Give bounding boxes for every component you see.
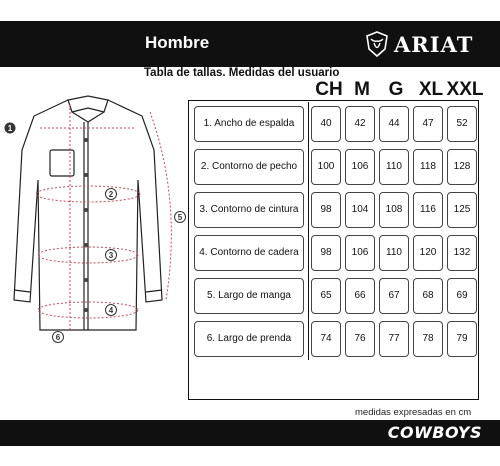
measurement-label: 1. Ancho de espalda xyxy=(194,106,304,142)
size-header: CH xyxy=(315,79,343,100)
size-header: XXL xyxy=(446,79,484,100)
size-table xyxy=(190,102,479,360)
size-value: 110 xyxy=(379,149,409,185)
marker-label: 6 xyxy=(55,333,61,342)
size-value: 110 xyxy=(379,235,409,271)
measurement-label: 6. Largo de prenda xyxy=(194,321,304,357)
size-value: 128 xyxy=(447,149,477,185)
size-value: 120 xyxy=(413,235,443,271)
measurement-label: 3. Contorno de cintura xyxy=(194,192,304,228)
size-value: 67 xyxy=(379,278,409,314)
footer-logo: COWBOYS xyxy=(387,423,482,442)
table-row xyxy=(190,274,479,317)
gender-title: Hombre xyxy=(145,33,210,52)
footer-bar xyxy=(0,420,500,446)
size-value: 52 xyxy=(447,106,477,142)
size-header: G xyxy=(388,79,404,100)
size-value: 106 xyxy=(345,149,375,185)
marker-label: 2 xyxy=(108,190,114,199)
size-value: 125 xyxy=(447,192,477,228)
bull-shield-icon xyxy=(364,30,390,58)
size-value: 116 xyxy=(413,192,443,228)
size-value: 98 xyxy=(311,235,341,271)
size-value: 108 xyxy=(379,192,409,228)
size-value: 78 xyxy=(413,321,443,357)
size-value: 118 xyxy=(413,149,443,185)
size-value: 44 xyxy=(379,106,409,142)
measurement-label: 5. Largo de manga xyxy=(194,278,304,314)
shirt-diagram xyxy=(0,80,190,350)
size-value: 76 xyxy=(345,321,375,357)
size-value: 132 xyxy=(447,235,477,271)
size-value: 65 xyxy=(311,278,341,314)
size-value: 104 xyxy=(345,192,375,228)
size-value: 68 xyxy=(413,278,443,314)
size-value: 47 xyxy=(413,106,443,142)
table-row xyxy=(190,145,479,188)
measurement-label: 2. Contorno de pecho xyxy=(194,149,304,185)
size-header: M xyxy=(354,79,370,100)
size-value: 42 xyxy=(345,106,375,142)
table-row xyxy=(190,102,479,145)
marker-label: 4 xyxy=(108,306,114,315)
size-value: 40 xyxy=(311,106,341,142)
brand-name: ARIAT xyxy=(394,31,474,57)
marker-label: 1 xyxy=(7,124,13,133)
size-value: 69 xyxy=(447,278,477,314)
size-value: 79 xyxy=(447,321,477,357)
marker-label: 5 xyxy=(177,213,183,222)
table-row xyxy=(190,317,479,360)
size-value: 66 xyxy=(345,278,375,314)
size-value: 98 xyxy=(311,192,341,228)
marker-label: 3 xyxy=(108,251,114,260)
brand-logo xyxy=(364,30,473,58)
header-bar xyxy=(0,21,500,67)
size-value: 100 xyxy=(311,149,341,185)
units-footnote: medidas expresadas en cm xyxy=(355,407,472,418)
table-row xyxy=(190,231,479,274)
chart-subtitle: Tabla de tallas. Medidas del usuario xyxy=(144,67,340,79)
size-value: 74 xyxy=(311,321,341,357)
table-row xyxy=(190,188,479,231)
size-value: 77 xyxy=(379,321,409,357)
size-header: XL xyxy=(418,79,444,100)
size-value: 106 xyxy=(345,235,375,271)
measurement-label: 4. Contorno de cadera xyxy=(194,235,304,271)
